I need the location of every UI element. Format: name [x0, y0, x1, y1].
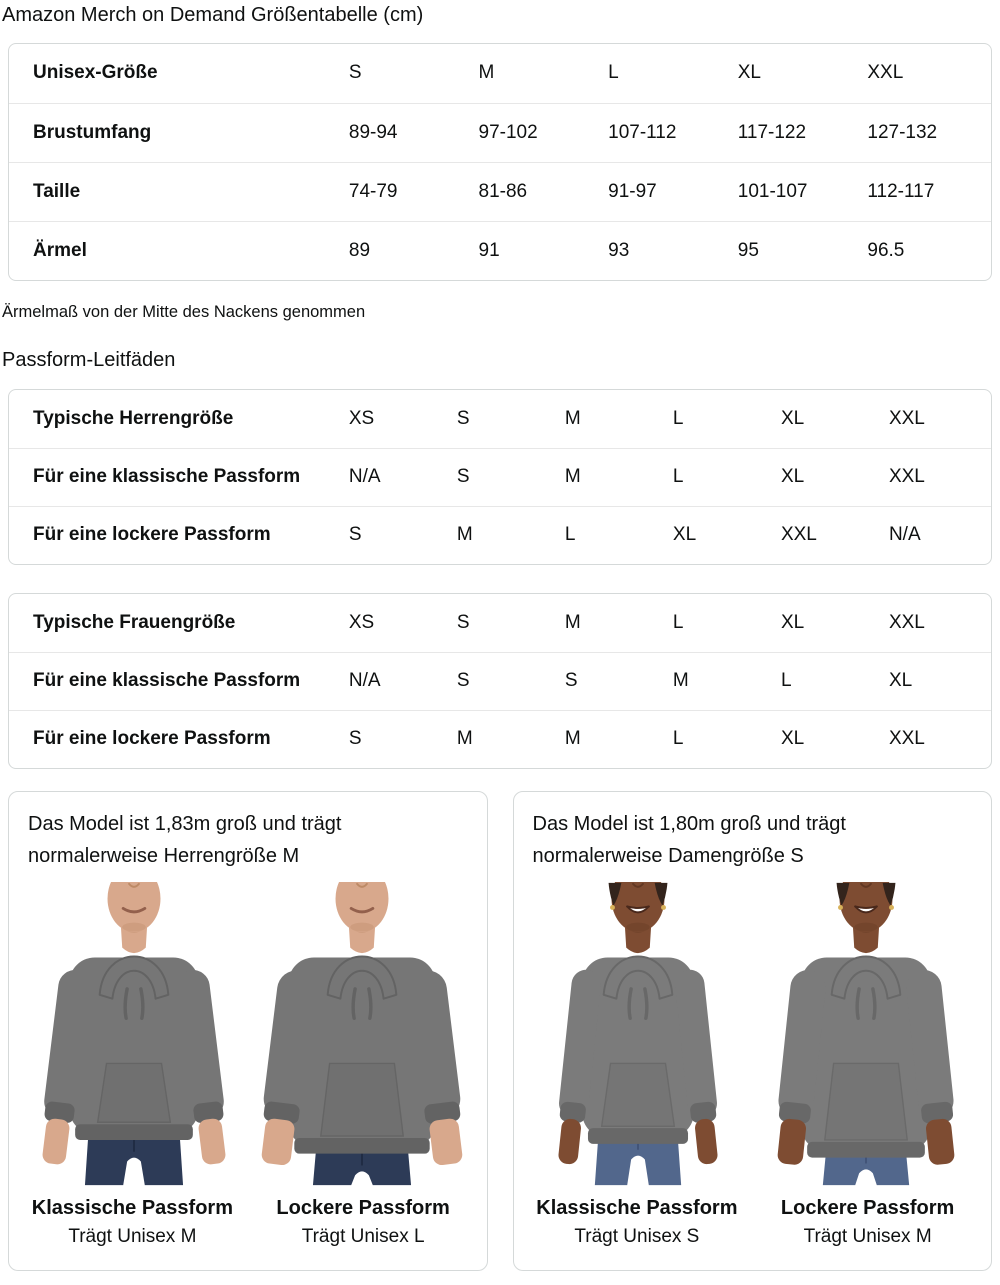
- unisex-size-table: [8, 43, 992, 281]
- row-label: Für eine klassische Passform: [9, 652, 343, 710]
- size-value: L: [608, 62, 619, 84]
- size-value: 89: [343, 221, 473, 280]
- size-value: N/A: [343, 448, 451, 506]
- model-cards-row: [8, 791, 992, 1277]
- size-value: 95: [732, 221, 862, 280]
- row-label: Für eine klassische Passform: [9, 448, 343, 506]
- row-label: Typische Herrengröße: [33, 407, 234, 429]
- caption-loose-fit: [763, 1194, 972, 1252]
- size-value: M: [451, 710, 559, 768]
- size-value: M: [559, 710, 667, 768]
- model-intro-text: Das Model ist 1,80m groß und trägt normalerweise Damengröße S: [532, 813, 846, 867]
- size-value: M: [564, 407, 581, 429]
- fit-label: Lockere Passform: [780, 1197, 955, 1219]
- model-photos: [533, 882, 973, 1186]
- size-value: XL: [737, 62, 761, 84]
- size-value: L: [672, 407, 684, 429]
- size-value: L: [667, 448, 775, 506]
- row-label: Unisex-Größe: [33, 62, 158, 84]
- row-label: Für eine lockere Passform: [9, 506, 343, 564]
- size-value: S: [348, 62, 362, 84]
- table-row: [9, 162, 991, 221]
- model-photo-mens-loose-fit: [259, 882, 465, 1186]
- size-value: 107-112: [602, 103, 732, 162]
- table-row: [9, 44, 991, 103]
- size-value: 127-132: [861, 103, 991, 162]
- row-label: Taille: [9, 162, 343, 221]
- size-value: 96.5: [861, 221, 991, 280]
- table-row: [9, 594, 991, 652]
- row-label: Ärmel: [9, 221, 343, 280]
- size-value: 112-117: [861, 162, 991, 221]
- mens-model-card: [8, 791, 488, 1271]
- size-value: XS: [348, 407, 375, 429]
- row-label: Brustumfang: [9, 103, 343, 162]
- size-value: M: [564, 611, 581, 633]
- fit-label: Klassische Passform: [536, 1197, 738, 1219]
- size-value: 81-86: [473, 162, 603, 221]
- table-row: [9, 103, 991, 162]
- table-row: [9, 390, 991, 448]
- size-worn-label: Trägt Unisex M: [803, 1226, 932, 1247]
- size-value: XXL: [883, 448, 991, 506]
- size-value: L: [775, 652, 883, 710]
- size-value: XXL: [883, 710, 991, 768]
- size-value: 97-102: [473, 103, 603, 162]
- size-value: S: [456, 407, 470, 429]
- sleeve-measure-note: Ärmelmaß von der Mitte des Nackens genommen: [2, 303, 366, 321]
- size-value: M: [478, 62, 495, 84]
- fit-guides-heading: Passform-Leitfäden: [2, 349, 176, 371]
- size-value: XXL: [775, 506, 883, 564]
- size-value: 101-107: [732, 162, 862, 221]
- model-photo-womens-loose-fit: [763, 882, 969, 1186]
- unisex-size-table-grid: [9, 44, 991, 280]
- model-intro-text: Das Model ist 1,83m groß und trägt normalerweise Herrengröße M: [28, 813, 342, 867]
- size-value: 93: [602, 221, 732, 280]
- size-value: L: [667, 710, 775, 768]
- size-value: XL: [780, 407, 805, 429]
- caption-loose-fit: [259, 1194, 468, 1252]
- size-value: S: [451, 448, 559, 506]
- table-row: [9, 652, 991, 710]
- size-value: L: [559, 506, 667, 564]
- model-photos: [28, 882, 468, 1186]
- size-value: XXL: [867, 62, 904, 84]
- size-value: S: [343, 710, 451, 768]
- size-value: 89-94: [343, 103, 473, 162]
- size-value: XXL: [888, 611, 925, 633]
- caption-classic-fit: [533, 1194, 742, 1252]
- size-value: XL: [775, 710, 883, 768]
- model-photo-womens-classic-fit: [535, 882, 741, 1186]
- caption-classic-fit: [28, 1194, 237, 1252]
- size-value: XL: [780, 611, 805, 633]
- size-value: N/A: [883, 506, 991, 564]
- size-worn-label: Trägt Unisex L: [301, 1226, 425, 1247]
- size-value: XL: [667, 506, 775, 564]
- fit-label: Lockere Passform: [276, 1197, 450, 1219]
- size-value: M: [667, 652, 775, 710]
- size-value: 91-97: [602, 162, 732, 221]
- size-value: S: [456, 611, 470, 633]
- page-title: Amazon Merch on Demand Größentabelle (cm): [2, 4, 424, 26]
- womens-model-card: [513, 791, 993, 1271]
- size-value: XXL: [888, 407, 925, 429]
- women-fit-table: [8, 593, 992, 769]
- table-row: [9, 710, 991, 768]
- men-fit-table-grid: [9, 390, 991, 564]
- size-value: L: [672, 611, 684, 633]
- model-captions: [28, 1194, 468, 1252]
- row-label: Typische Frauengröße: [33, 611, 236, 633]
- size-value: XL: [883, 652, 991, 710]
- size-worn-label: Trägt Unisex S: [574, 1226, 700, 1247]
- table-row: [9, 448, 991, 506]
- row-label: Für eine lockere Passform: [9, 710, 343, 768]
- size-value: M: [451, 506, 559, 564]
- size-value: S: [451, 652, 559, 710]
- table-row: [9, 506, 991, 564]
- size-value: M: [559, 448, 667, 506]
- size-value: 91: [473, 221, 603, 280]
- table-row: [9, 221, 991, 280]
- fit-label: Klassische Passform: [31, 1197, 233, 1219]
- model-photo-mens-classic-fit: [31, 882, 237, 1186]
- men-fit-table: [8, 389, 992, 565]
- size-value: 74-79: [343, 162, 473, 221]
- size-worn-label: Trägt Unisex M: [68, 1226, 197, 1247]
- size-value: XL: [775, 448, 883, 506]
- size-value: XS: [348, 611, 375, 633]
- size-value: S: [343, 506, 451, 564]
- model-captions: [533, 1194, 973, 1252]
- size-value: S: [559, 652, 667, 710]
- size-value: 117-122: [732, 103, 862, 162]
- women-fit-table-grid: [9, 594, 991, 768]
- size-value: N/A: [343, 652, 451, 710]
